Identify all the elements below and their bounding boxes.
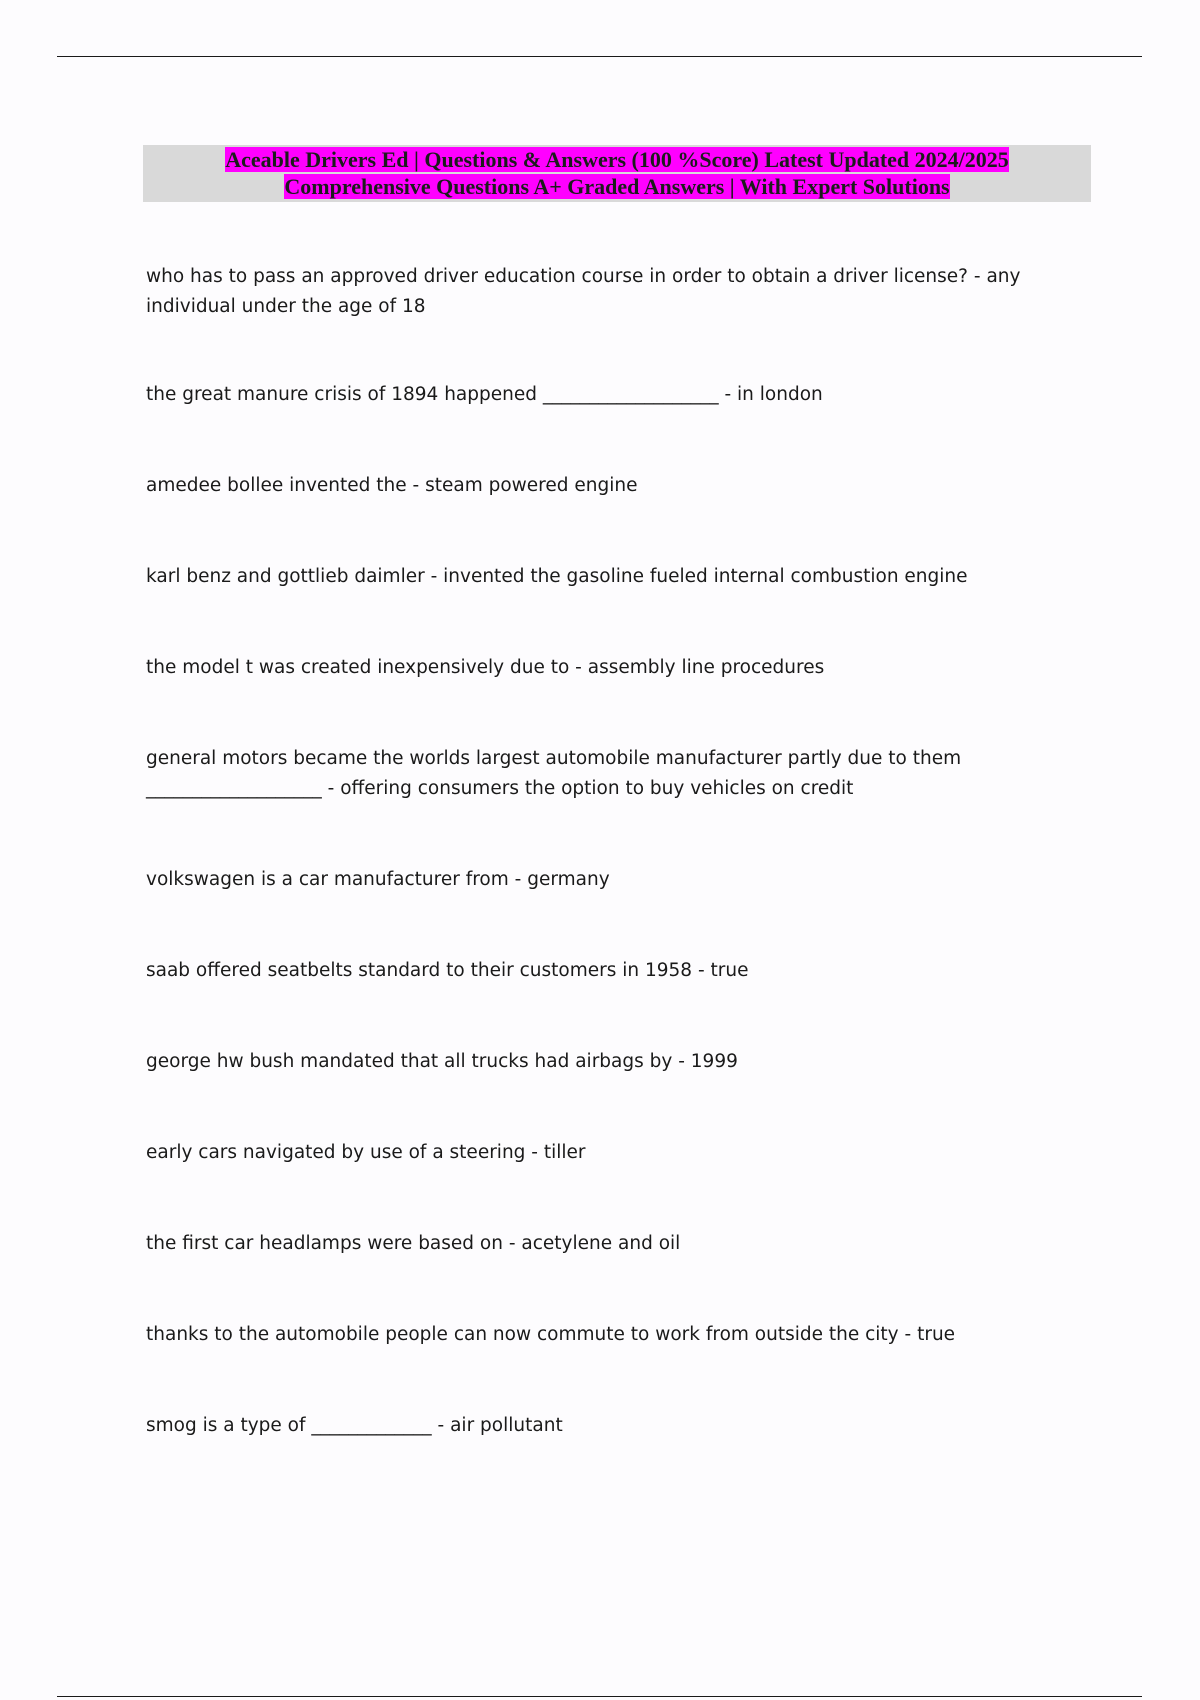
qa-item bbox=[146, 1229, 1086, 1259]
answer-text: tiller bbox=[543, 1142, 586, 1163]
qa-item bbox=[146, 262, 1086, 322]
qa-separator: - bbox=[672, 1051, 691, 1072]
qa-item bbox=[146, 471, 1086, 501]
qa-separator: - bbox=[431, 1415, 451, 1436]
answer-text: acetylene and oil bbox=[521, 1233, 681, 1254]
answer-text: offering consumers the option to buy vehicles on credit bbox=[340, 778, 854, 799]
qa-separator: - bbox=[569, 657, 588, 678]
bottom-rule bbox=[57, 1696, 1142, 1697]
qa-item bbox=[146, 1320, 1086, 1350]
answer-text: assembly line procedures bbox=[587, 657, 825, 678]
answer-text: air pollutant bbox=[450, 1415, 563, 1436]
answer-text: true bbox=[917, 1324, 956, 1345]
question-text: george hw bush mandated that all trucks had airbags by bbox=[146, 1051, 673, 1072]
title-line-1 bbox=[143, 146, 1091, 173]
top-rule bbox=[57, 56, 1142, 57]
qa-item bbox=[146, 1138, 1086, 1168]
answer-text: steam powered engine bbox=[425, 475, 638, 496]
qa-separator: - bbox=[525, 1142, 544, 1163]
qa-separator: - bbox=[424, 566, 444, 587]
qa-item bbox=[146, 865, 1086, 895]
qa-item bbox=[146, 1411, 1086, 1441]
qa-separator: - bbox=[406, 475, 426, 496]
question-text: the first car headlamps were based on bbox=[146, 1233, 503, 1254]
qa-item bbox=[146, 562, 1086, 592]
question-text: saab offered seatbelts standard to their customers in 1958 bbox=[146, 960, 693, 981]
question-text: the model t was created inexpensively due to bbox=[146, 657, 570, 678]
answer-text: in london bbox=[737, 384, 823, 405]
qa-item bbox=[146, 653, 1086, 683]
question-text: the great manure crisis of 1894 happened ___________________ bbox=[146, 384, 719, 405]
qa-separator: - bbox=[321, 778, 341, 799]
qa-separator: - bbox=[502, 1233, 522, 1254]
question-text: general motors became the worlds largest automobile manufacturer partly due to them ___________________ bbox=[146, 748, 968, 799]
answer-text: true bbox=[710, 960, 749, 981]
qa-item bbox=[146, 1047, 1086, 1077]
answer-text: germany bbox=[527, 869, 610, 890]
qa-item bbox=[146, 744, 1086, 804]
answer-text: any individual under the age of 18 bbox=[146, 266, 1027, 317]
question-text: thanks to the automobile people can now commute to work from outside the city bbox=[146, 1324, 899, 1345]
qa-separator: - bbox=[968, 266, 987, 287]
question-text: who has to pass an approved driver education course in order to obtain a driver license? bbox=[146, 266, 968, 287]
answer-text: 1999 bbox=[690, 1051, 738, 1072]
question-text: amedee bollee invented the bbox=[146, 475, 407, 496]
qa-item bbox=[146, 956, 1086, 986]
question-text: early cars navigated by use of a steering bbox=[146, 1142, 526, 1163]
qa-separator: - bbox=[692, 960, 711, 981]
title-line-2 bbox=[143, 173, 1091, 200]
qa-separator: - bbox=[898, 1324, 918, 1345]
answer-text: invented the gasoline fueled internal combustion engine bbox=[443, 566, 968, 587]
question-text: smog is a type of _____________ bbox=[146, 1415, 432, 1436]
qa-item bbox=[146, 380, 1086, 410]
question-text: volkswagen is a car manufacturer from bbox=[146, 869, 509, 890]
title-highlight-2: Comprehensive Questions A+ Graded Answers | With Expert Solutions bbox=[284, 174, 950, 199]
document-title-block bbox=[143, 145, 1091, 202]
qa-separator: - bbox=[508, 869, 528, 890]
title-highlight-1: Aceable Drivers Ed | Questions & Answers (100 %Score) Latest Updated 2024/2025 bbox=[225, 147, 1009, 172]
question-text: karl benz and gottlieb daimler bbox=[146, 566, 425, 587]
qa-separator: - bbox=[718, 384, 738, 405]
